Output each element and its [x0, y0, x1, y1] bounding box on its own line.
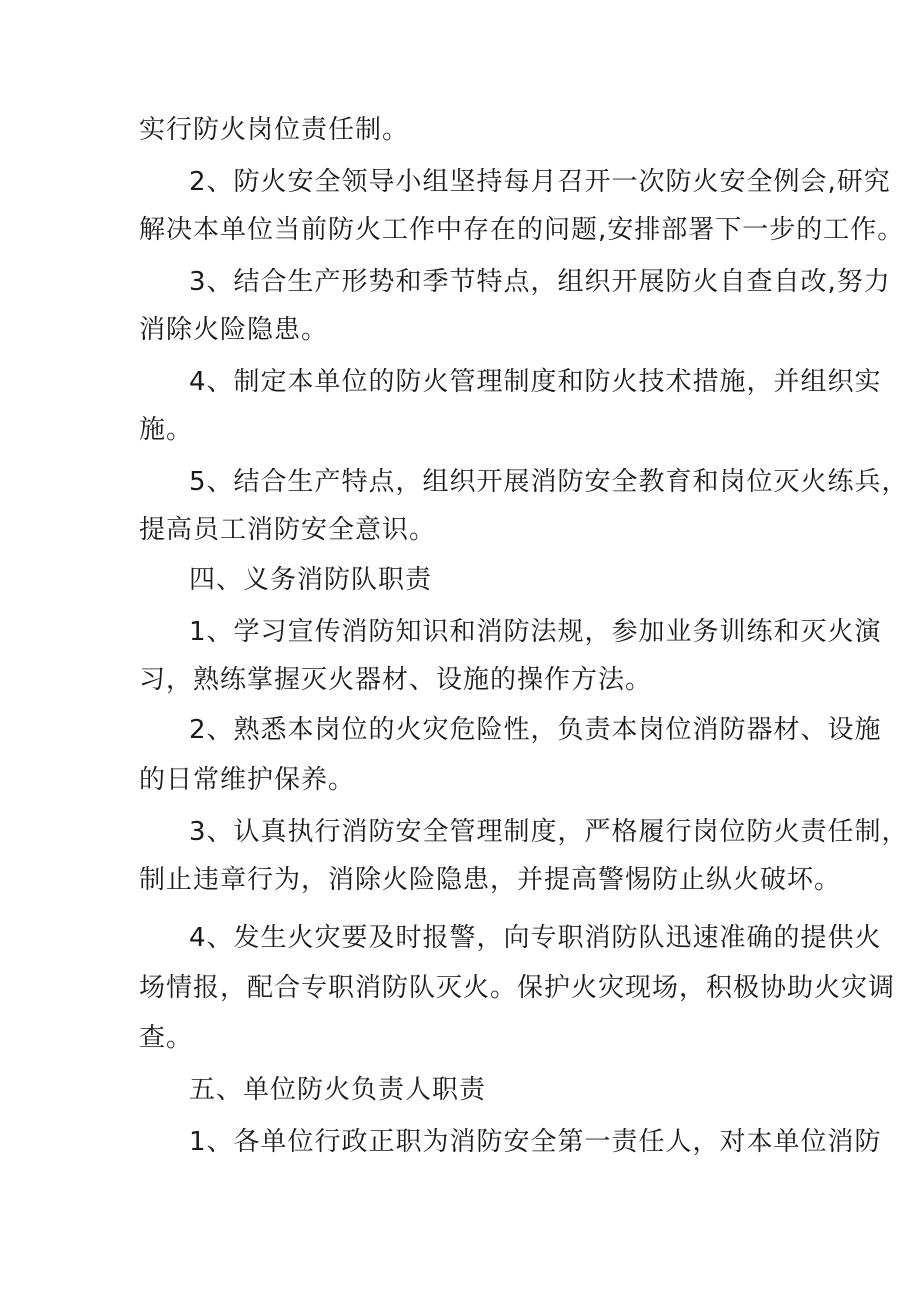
paragraph-item-3	[0, 265, 920, 299]
text-line-content: 施。	[139, 415, 194, 445]
text-line-content: 4、发生火灾要及时报警，向专职消防队迅速准确的提供火	[189, 923, 882, 953]
paragraph-item-4	[0, 921, 920, 955]
paragraph-item-5	[0, 465, 920, 499]
text-line	[0, 971, 920, 1005]
text-line	[0, 863, 920, 897]
text-line-content: 1、各单位行政正职为消防安全第一责任人，对本单位消防	[189, 1127, 882, 1157]
paragraph-item-2	[0, 165, 920, 199]
text-line	[0, 663, 920, 697]
text-line-content: 4、制定本单位的防火管理制度和防火技术措施，并组织实	[189, 367, 882, 397]
text-line-content: 的日常维护保养。	[139, 765, 356, 795]
paragraph-item-1	[0, 615, 920, 649]
text-line	[0, 313, 920, 347]
text-line	[0, 1021, 920, 1055]
text-line	[0, 213, 920, 247]
text-line-content: 习，熟练掌握灭火器材、设施的操作方法。	[139, 665, 653, 695]
text-line-content: 3、认真执行消防安全管理制度，严格履行岗位防火责任制，	[189, 817, 909, 847]
section-heading-text: 五、单位防火负责人职责	[189, 1075, 487, 1105]
text-line-content: 制止违章行为，消除火险隐患，并提高警惕防止纵火破坏。	[139, 865, 842, 895]
section-heading-5	[0, 1073, 920, 1107]
section-heading-text: 四、义务消防队职责	[189, 565, 433, 595]
paragraph-item-1	[0, 1125, 920, 1159]
text-line-content: 5、结合生产特点，组织开展消防安全教育和岗位灭火练兵，	[189, 467, 909, 497]
text-line-content: 查。	[139, 1023, 194, 1053]
text-line-content: 解决本单位当前防火工作中存在的问题,安排部署下一步的工作。	[139, 215, 905, 245]
text-line-content: 提高员工消防安全意识。	[139, 515, 437, 545]
text-line	[0, 763, 920, 797]
text-line	[0, 113, 920, 147]
paragraph-item-3	[0, 815, 920, 849]
text-line-content: 消除火险隐患。	[139, 315, 329, 345]
text-line-content: 3、结合生产形势和季节特点，组织开展防火自查自改,努力	[189, 267, 891, 297]
text-line-content: 1、学习宣传消防知识和消防法规，参加业务训练和灭火演	[189, 617, 882, 647]
text-line-content: 场情报，配合专职消防队灭火。保护火灾现场，积极协助火灾调	[139, 973, 896, 1003]
text-line	[0, 413, 920, 447]
paragraph-item-2	[0, 713, 920, 747]
text-line-content: 2、防火安全领导小组坚持每月召开一次防火安全例会,研究	[189, 167, 891, 197]
text-line-content: 2、熟悉本岗位的火灾危险性，负责本岗位消防器材、设施	[189, 715, 882, 745]
paragraph-item-4	[0, 365, 920, 399]
text-line-content: 实行防火岗位责任制。	[139, 115, 410, 145]
section-heading-4	[0, 563, 920, 597]
text-line	[0, 513, 920, 547]
